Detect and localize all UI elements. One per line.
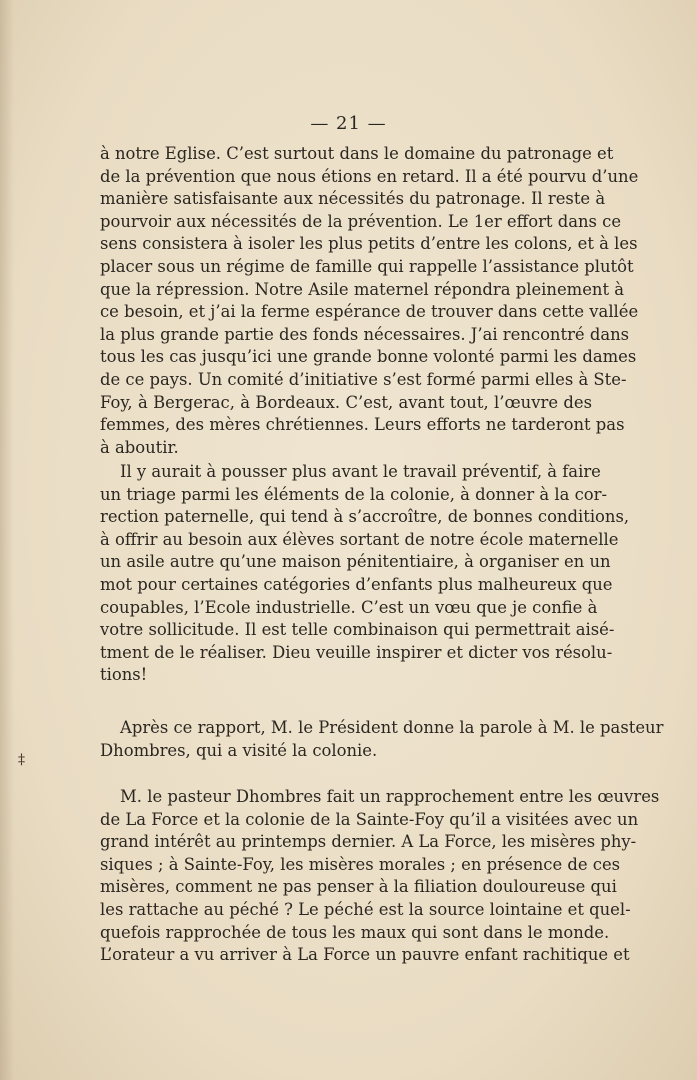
- text-line: M. le pasteur Dhombres fait un rapprochement entre les œuvres: [120, 787, 660, 806]
- text-line: de La Force et la colonie de la Sainte-Foy qu’il a visitées avec un: [100, 809, 639, 829]
- text-line: de la prévention que nous étions en retard. Il a été pourvu d’une: [100, 166, 639, 186]
- text-line: quefois rapprochée de tous les maux qui sont dans le monde.: [100, 922, 610, 942]
- text-line: à aboutir.: [100, 437, 179, 457]
- paragraph-2: [100, 461, 630, 687]
- text-line: la plus grande partie des fonds nécessaires. J’ai rencontré dans: [100, 324, 630, 344]
- text-line: siques ; à Sainte-Foy, les misères morales ; en présence de ces: [100, 854, 621, 874]
- text-line: rection paternelle, qui tend à s’accroître, de bonnes conditions,: [100, 507, 630, 527]
- text-line: que la répression. Notre Asile maternel répondra pleinement à: [100, 279, 625, 299]
- text-line: tions!: [100, 665, 148, 685]
- text-line: manière satisfaisante aux nécessités du patronage. Il reste à: [100, 189, 606, 209]
- text-line: coupables, l’Ecole industrielle. C’est un vœu que je confie à: [100, 597, 598, 617]
- text-line: les rattache au péché ? Le péché est la source lointaine et quel-: [100, 899, 631, 919]
- text-line: tous les cas jusqu’ici une grande bonne volonté parmi les dames: [100, 347, 637, 367]
- text-line: L’orateur a vu arriver à La Force un pauvre enfant rachitique et: [100, 945, 630, 965]
- text-line: à notre Eglise. C’est surtout dans le domaine du patronage et: [100, 144, 614, 163]
- text-line: Dhombres, qui a visité la colonie.: [100, 740, 378, 760]
- paragraph-3: [100, 717, 664, 762]
- text-line: sens consistera à isoler les plus petits d’entre les colons, et à les: [100, 234, 638, 254]
- text-line: votre sollicitude. Il est telle combinaison qui permettrait aisé-: [100, 620, 615, 640]
- paragraph-4: [100, 786, 660, 967]
- text-line: Foy, à Bergerac, à Bordeaux. C’est, avant tout, l’œuvre des: [100, 392, 592, 412]
- text-line: un triage parmi les éléments de la colonie, à donner à la cor-: [100, 484, 607, 504]
- text-line: de ce pays. Un comité d’initiative s’est formé parmi elles à Ste-: [100, 369, 627, 389]
- text-line: placer sous un régime de famille qui rappelle l’assistance plutôt: [100, 256, 634, 276]
- text-line: ce besoin, et j’ai la ferme espérance de trouver dans cette vallée: [100, 302, 639, 322]
- text-line: à offrir au besoin aux élèves sortant de notre école maternelle: [100, 529, 619, 549]
- margin-mark: ‡: [18, 752, 25, 768]
- text-line: pourvoir aux nécessités de la prévention. Le 1er effort dans ce: [100, 211, 622, 231]
- text-line: Après ce rapport, M. le Président donne la parole à M. le pasteur: [120, 718, 664, 737]
- text-line: Il y aurait à pousser plus avant le travail préventif, à faire: [120, 462, 601, 481]
- text-line: tment de le réaliser. Dieu veuille inspirer et dicter vos résolu-: [100, 642, 613, 662]
- paragraph-1: [100, 143, 639, 459]
- text-line: mot pour certaines catégories d’enfants plus malheureux que: [100, 574, 613, 594]
- page-number: — 21 —: [310, 113, 387, 134]
- text-line: femmes, des mères chrétiennes. Leurs efforts ne tarderont pas: [100, 415, 625, 435]
- page-edge-shadow: [0, 0, 14, 1080]
- text-line: misères, comment ne pas penser à la filiation douloureuse qui: [100, 877, 617, 897]
- text-line: grand intérêt au printemps dernier. A La Force, les misères phy-: [100, 832, 637, 852]
- text-line: un asile autre qu’une maison pénitentiaire, à organiser en un: [100, 552, 611, 572]
